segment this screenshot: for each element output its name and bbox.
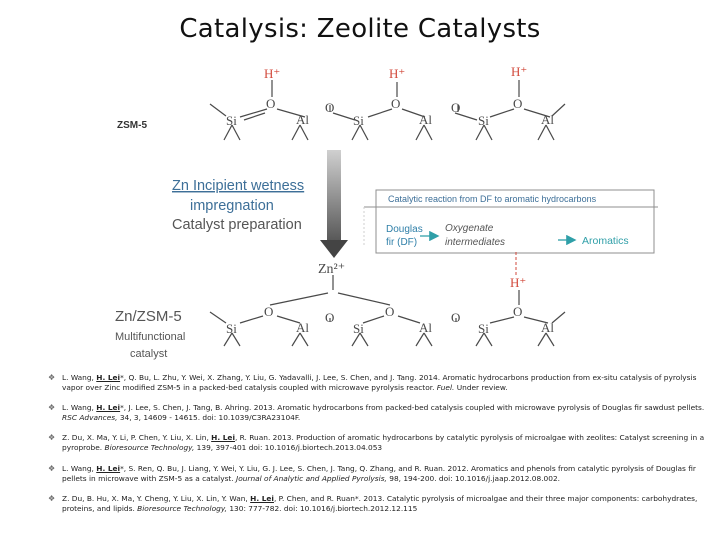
catalytic-reaction-title: Catalytic reaction from DF to aromatic hydrocarbons — [388, 194, 597, 204]
aluminum-label: Al — [419, 112, 432, 127]
zsm5-label: ZSM-5 — [117, 120, 147, 131]
diamond-bullet-icon: ❖ — [48, 433, 56, 443]
aluminum-label: Al — [541, 320, 554, 335]
preparation-arrow — [320, 150, 348, 258]
ref-text: 98, 194-200. doi: 10.1016/j.jaap.2012.08.002. — [386, 473, 561, 483]
ref-text: 139, 397-401 doi: 10.1016/j.biortech.2013.04.053 — [194, 443, 383, 453]
ref-text: 130: 777-782. doi: 10.1016/j.biortech.2012.12.115 — [226, 503, 418, 513]
ref-text: Z. Du, X. Ma, Y. Li, P. Chen, Y. Liu, X. Lin, — [62, 433, 212, 443]
ref-journal: Bioresource Technology, — [137, 503, 227, 513]
hplus-label: H⁺ — [264, 66, 281, 81]
reference-item — [48, 403, 708, 423]
aluminum-label: Al — [541, 112, 554, 127]
catalyst-label: catalyst — [130, 348, 168, 360]
zn-zsm5-label: Zn/ZSM-5 — [115, 308, 182, 325]
multifunctional-label: Multifunctional — [115, 331, 186, 343]
ref-author-highlight: H. Lei — [211, 433, 235, 443]
oxygen-label: O — [451, 310, 461, 325]
diamond-bullet-icon: ❖ — [48, 373, 56, 382]
ref-journal: Fuel. — [436, 383, 455, 392]
douglas-fir-label: fir (DF) — [386, 237, 418, 248]
ref-text: Z. Du, B. Hu, X. Ma, Y. Cheng, Y. Liu, X. Lin, Y. Wan, — [62, 493, 251, 503]
douglas-fir-label: Douglas — [386, 224, 423, 235]
oxygen-label: O — [266, 96, 276, 111]
ref-author-highlight: H. Lei — [96, 373, 121, 382]
oxygen-label: O — [513, 304, 523, 319]
ref-author-highlight: H. Lei — [96, 403, 121, 413]
reference-item — [48, 433, 708, 453]
ref-text: , P. Chen, and R. Ruan*. 2013. Catalytic pyrolysis of microalgae and their three major components: carbohydrates, proteins, and lipids. — [62, 493, 698, 513]
aromatics-label: Aromatics — [582, 235, 629, 247]
ref-author-highlight: H. Lei — [96, 463, 121, 473]
silicon-label: Si — [353, 321, 364, 336]
oxygen-label: O — [391, 96, 401, 111]
catalyst-preparation-label: Catalyst preparation — [172, 217, 302, 233]
ref-text: *, Q. Bu, L. Zhu, Y. Wei, X. Zhang, Y. Liu, G. Yadavalli, J. Lee, S. Chen, and J. Tang. 2014. Aromatic hydrocarbons production from ex-situ catalysis of pyrolysis vapor over Zinc modified ZSM-5 in a packed-bed catalysis coupled with microwave pyrolysis reactor. — [62, 373, 697, 392]
oxygen-label: O — [325, 310, 335, 325]
zsm5-framework-top — [210, 80, 565, 140]
diamond-bullet-icon: ❖ — [48, 403, 56, 413]
aluminum-label: Al — [296, 112, 309, 127]
zinc-ion-label: Zn²⁺ — [318, 262, 346, 277]
hplus-label: H⁺ — [511, 64, 528, 79]
silicon-label: Si — [226, 321, 237, 336]
reference-list — [48, 373, 708, 524]
impregnation-step-line1: Zn Incipient wetness — [172, 178, 305, 194]
oxygenate-label: intermediates — [445, 237, 506, 248]
aluminum-label: Al — [296, 320, 309, 335]
oxygen-label: O — [451, 100, 461, 115]
ref-text: *, J. Lee, S. Chen, J. Tang, B. Ahring. 2013. Aromatic hydrocarbons from packed-bed catalysis coupled with microwave pyrolysis of Douglas fir sawdust pellets. — [120, 403, 705, 413]
reference-item — [48, 464, 708, 484]
silicon-label: Si — [226, 113, 237, 128]
reference-item — [48, 494, 708, 514]
catalytic-reaction-box — [364, 190, 658, 253]
reference-item — [48, 373, 708, 393]
ref-text: L. Wang, — [62, 373, 97, 382]
silicon-label: Si — [478, 113, 489, 128]
ref-text: L. Wang, — [62, 463, 97, 473]
silicon-label: Si — [478, 321, 489, 336]
ref-text: , R. Ruan. 2013. Production of aromatic hydrocarbons by catalytic pyrolysis of microalgae with zeolites: Catalyst screening in a pyroprobe. — [62, 433, 705, 453]
hplus-label: H⁺ — [389, 66, 406, 81]
oxygen-label: O — [513, 96, 523, 111]
ref-author-highlight: H. Lei — [250, 493, 274, 503]
silicon-label: Si — [353, 113, 364, 128]
oxygen-label: O — [385, 304, 395, 319]
ref-text: Under review. — [454, 383, 508, 392]
oxygenate-label: Oxygenate — [445, 223, 494, 234]
ref-journal: Bioresource Technology, — [104, 443, 195, 453]
hplus-label: H⁺ — [510, 275, 527, 290]
diamond-bullet-icon: ❖ — [48, 463, 56, 473]
ref-text: L. Wang, — [62, 403, 97, 413]
ref-text: 34, 3, 14609 - 14615. doi: 10.1039/C3RA23104F. — [117, 413, 301, 423]
diamond-bullet-icon: ❖ — [48, 493, 56, 503]
ref-text: *, S. Ren, Q. Bu, J. Liang, Y. Wei, Y. Liu, G. J. Lee, S. Chen, J. Tang, Q. Zhang, and R. Ruan. 2012. Aromatics and phenols from catalytic pyrolysis of Douglas fir pellets in microwave with ZSM-5 as a catalyst. — [62, 463, 696, 483]
oxygen-label: O — [325, 100, 335, 115]
oxygen-label: O — [264, 304, 274, 319]
aluminum-label: Al — [419, 320, 432, 335]
slide-title: Catalysis: Zeolite Catalysts — [179, 14, 541, 44]
ref-journal: RSC Advances, — [62, 413, 118, 423]
impregnation-step-line2: impregnation — [190, 198, 274, 214]
ref-journal: Journal of Analytic and Applied Pyrolysis, — [236, 473, 387, 483]
